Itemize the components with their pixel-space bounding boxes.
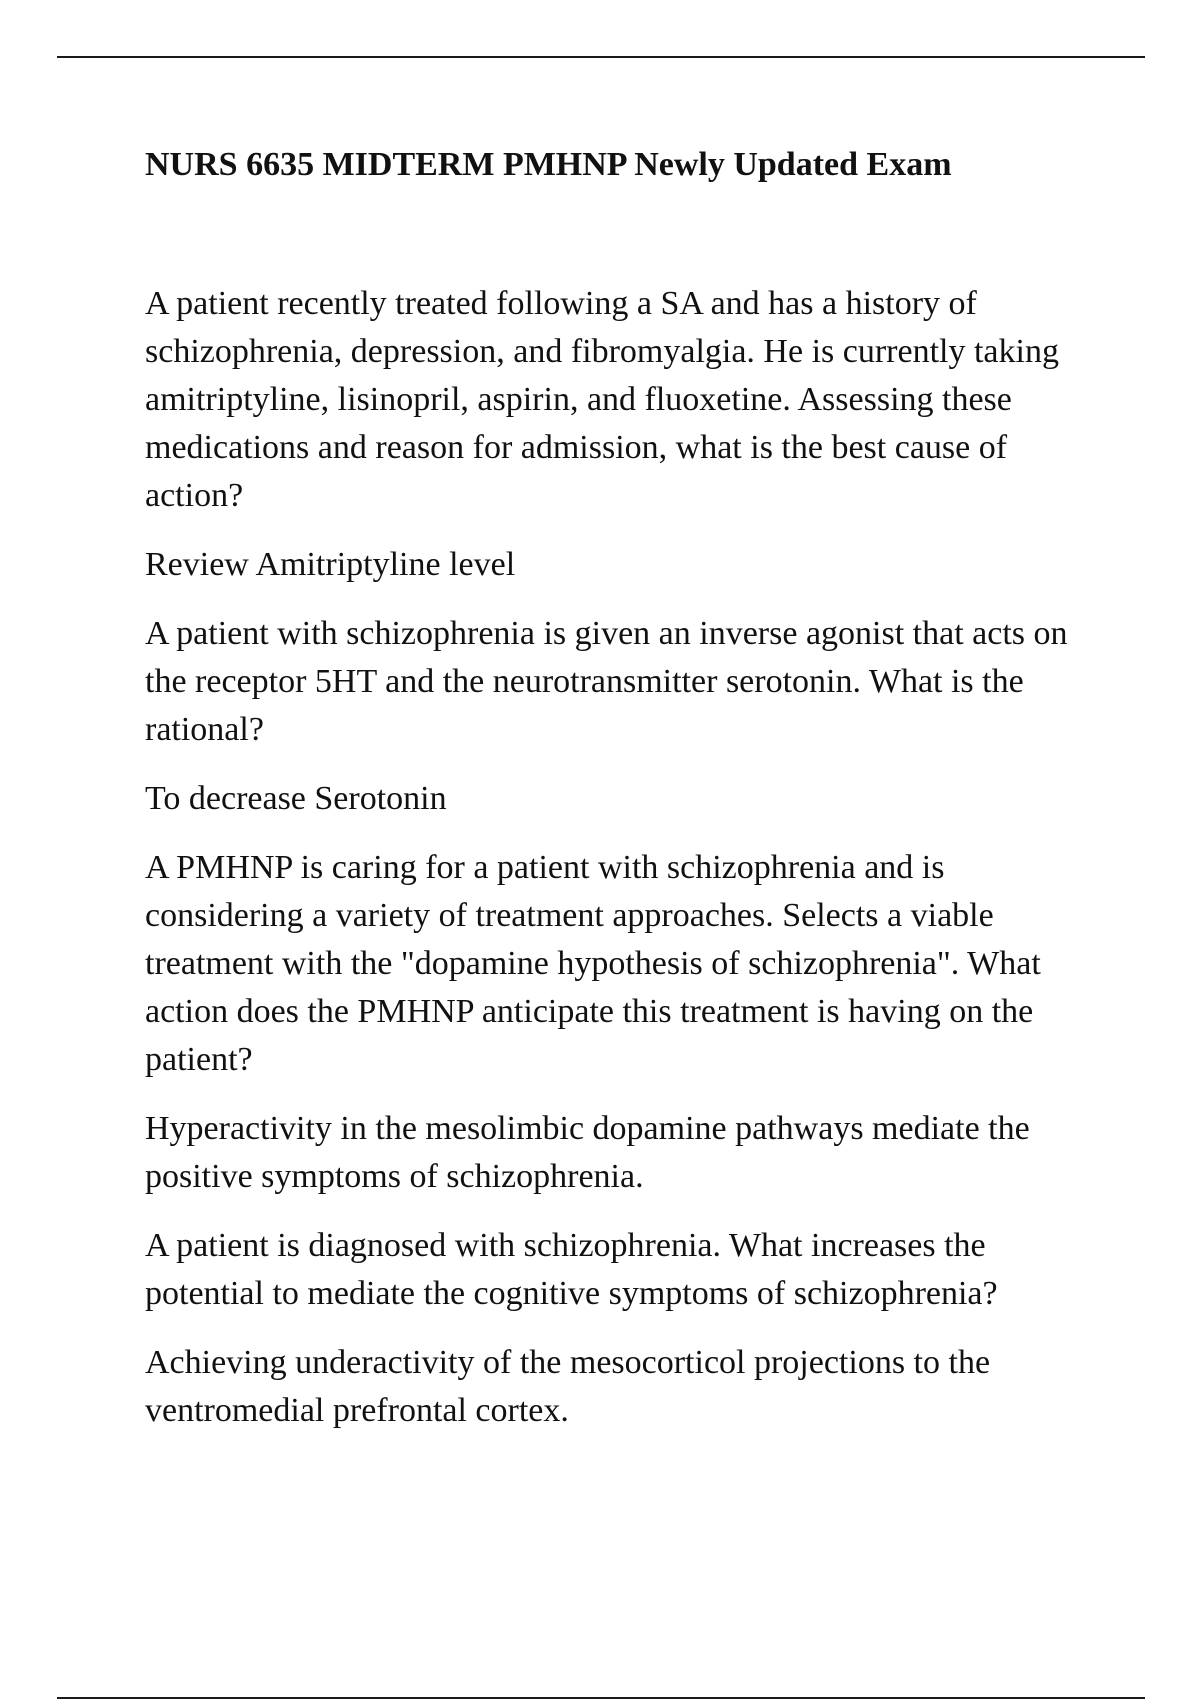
question-4: A patient is diagnosed with schizophrenia. What increases the potential to mediate the cognitive symptoms of schizophrenia? [145, 1227, 998, 1312]
question-2: A patient with schizophrenia is given an inverse agonist that acts on the receptor 5HT and the neurotransmitter serotonin. What is the rational? [145, 615, 1068, 748]
answer-2: To decrease Serotonin [145, 780, 447, 817]
answer-1: Review Amitriptyline level [145, 546, 516, 583]
qa-list [145, 280, 1105, 1456]
question-1: A patient recently treated following a SA and has a history of schizophrenia, depression, and fibromyalgia. He is currently taking amitriptyline, lisinopril, aspirin, and fluoxetine. Assessing these medications and reason for admission, what is the best cause of action? [145, 285, 1059, 514]
question-3: A PMHNP is caring for a patient with schizophrenia and is considering a variety of treatment approaches. Selects a viable treatment with the "dopamine hypothesis of schizophrenia". What action does the PMHNP anticipate this treatment is having on the patient? [145, 849, 1041, 1078]
answer-3: Hyperactivity in the mesolimbic dopamine pathways mediate the positive symptoms of schizophrenia. [145, 1110, 1030, 1195]
header-rule [57, 56, 1145, 58]
document-title: NURS 6635 MIDTERM PMHNP Newly Updated Exam [145, 146, 952, 183]
answer-4: Achieving underactivity of the mesocorticol projections to the ventromedial prefrontal cortex. [145, 1344, 991, 1429]
footer-rule [57, 1697, 1145, 1699]
